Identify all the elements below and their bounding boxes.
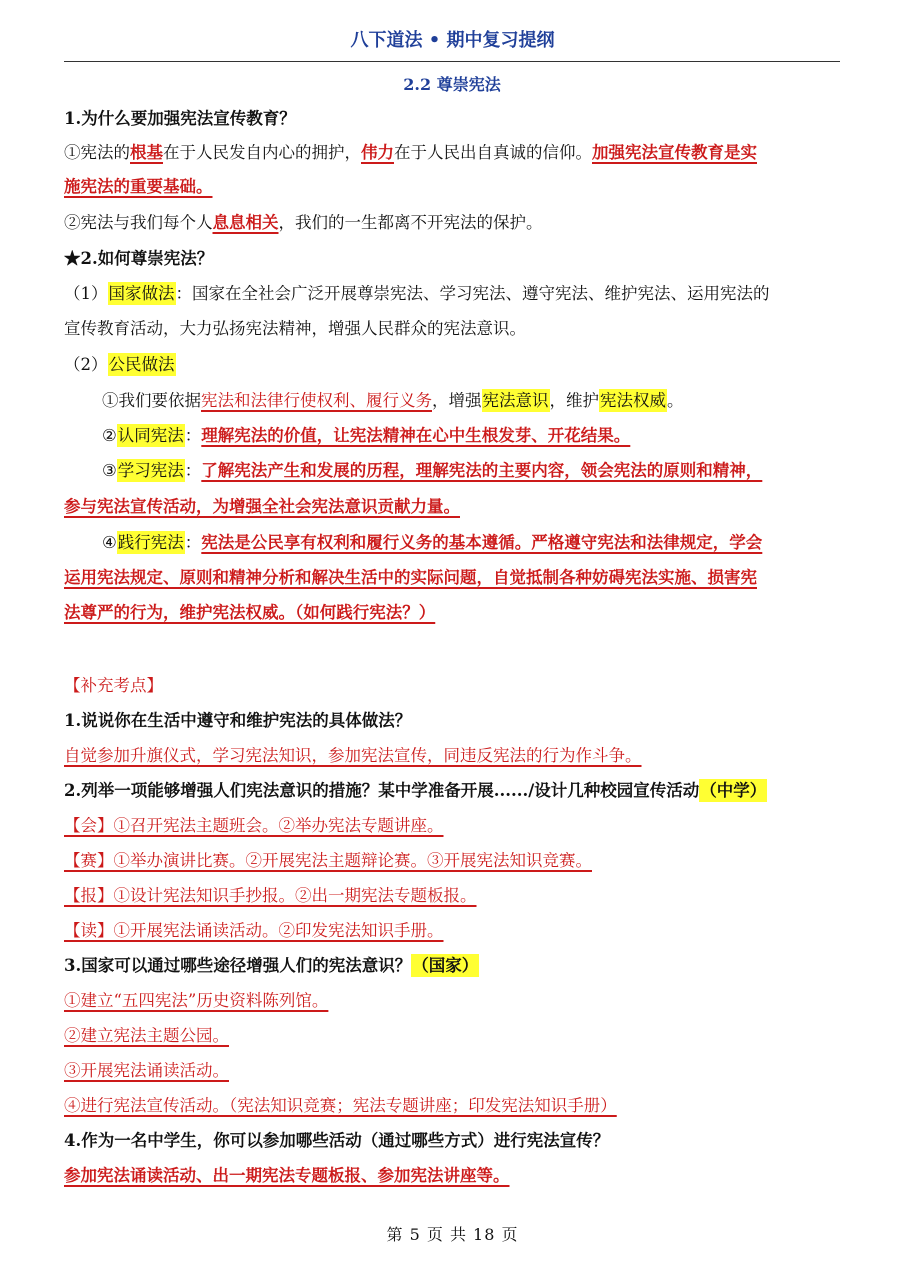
section-title: 2.2 尊崇宪法 bbox=[403, 75, 501, 94]
key-sentence: 运用宪法规定、原则和精神分析和解决生活中的实际问题，自觉抵制各种妨碍宪法实施、损害宪 bbox=[64, 568, 757, 587]
text: （2） bbox=[64, 355, 108, 374]
text: 。 bbox=[667, 391, 684, 410]
text: ，我们的一生都离不开宪法的保护。 bbox=[278, 213, 543, 232]
answer-text: 【读】①开展宪法诵读活动。②印发宪法知识手册。 bbox=[64, 921, 444, 940]
s2-answer-3 bbox=[64, 878, 840, 913]
q2-title: ★2.如何尊崇宪法？ bbox=[64, 249, 214, 268]
q1-para2 bbox=[64, 204, 840, 241]
text: ② bbox=[102, 426, 117, 445]
keyword-power: 伟力 bbox=[361, 143, 394, 162]
highlight-national: 国家做法 bbox=[108, 284, 175, 303]
answer-text: 【赛】①举办演讲比赛。②开展宪法主题辩论赛。③开展宪法知识竞赛。 bbox=[64, 851, 592, 870]
text: ： bbox=[184, 426, 202, 445]
q2-n2-item1 bbox=[64, 383, 840, 418]
highlight-identify: 认同宪法 bbox=[117, 426, 184, 445]
s3-question bbox=[64, 948, 840, 983]
text: ④ bbox=[102, 533, 117, 552]
s2-question bbox=[64, 773, 840, 808]
highlight-authority: 宪法权威 bbox=[600, 391, 666, 410]
answer-text: 【报】①设计宪法知识手抄报。②出一期宪法专题板报。 bbox=[64, 886, 477, 905]
q2-n2-item3-line1 bbox=[64, 453, 840, 488]
s2-answer-2 bbox=[64, 843, 840, 878]
spacer bbox=[64, 630, 840, 668]
text: ③ bbox=[102, 461, 117, 480]
s1-question: 1.说说你在生活中遵守和维护宪法的具体做法？ bbox=[64, 711, 412, 730]
s3-answer-1 bbox=[64, 983, 840, 1018]
highlight-tag-national: （国家） bbox=[412, 956, 479, 975]
s1-answer bbox=[64, 738, 840, 773]
q2-n2-item4-line1 bbox=[64, 525, 840, 560]
text: ①宪法的 bbox=[64, 143, 130, 162]
answer-text: 自觉参加升旗仪式，学习宪法知识，参加宪法宣传，同违反宪法的行为作斗争。 bbox=[64, 746, 642, 765]
q2-n2-item2 bbox=[64, 418, 840, 453]
key-sentence: 宪法是公民享有权利和履行义务的基本遵循。严格遵守宪法和法律规定，学会 bbox=[201, 533, 763, 552]
highlight-practice: 践行宪法 bbox=[117, 533, 184, 552]
text: ： bbox=[184, 461, 202, 480]
key-sentence: 加强宪法宣传教育是实 bbox=[592, 143, 757, 162]
highlight-learn: 学习宪法 bbox=[117, 461, 184, 480]
q2-n1-line1 bbox=[64, 276, 840, 311]
question-text: 3.国家可以通过哪些途径增强人们的宪法意识？ bbox=[64, 956, 412, 975]
text: 在于人民发自内心的拥护， bbox=[163, 143, 361, 162]
key-sentence: 法尊严的行为，维护宪法权威。（如何践行宪法？） bbox=[64, 603, 436, 622]
q1-title: 1.为什么要加强宪法宣传教育？ bbox=[64, 109, 296, 128]
key-phrase: 宪法和法律行使权利、履行义务 bbox=[201, 391, 432, 410]
q2-n2-item3-line2 bbox=[64, 488, 840, 525]
question-text: 2.列举一项能够增强人们宪法意识的措施？某中学准备开展....../设计几种校园宣传活动 bbox=[64, 781, 700, 800]
s3-answer-4 bbox=[64, 1088, 840, 1123]
q2-n2-heading bbox=[64, 346, 840, 383]
highlight-citizen: 公民做法 bbox=[108, 355, 175, 374]
key-sentence: 参与宪法宣传活动，为增强全社会宪法意识贡献力量。 bbox=[64, 497, 460, 516]
s4-answer bbox=[64, 1158, 840, 1193]
supplement-title: 【补充考点】 bbox=[64, 676, 163, 695]
q1-para1-line1 bbox=[64, 136, 840, 170]
text: ，增强 bbox=[432, 391, 482, 410]
text: ②宪法与我们每个人 bbox=[64, 213, 213, 232]
text: ：国家在全社会广泛开展尊崇宪法、学习宪法、遵守宪法、维护宪法、运用宪法的 bbox=[175, 284, 770, 303]
header-title: 八下道法 • 期中复习提纲 bbox=[350, 30, 555, 51]
s3-answer-2 bbox=[64, 1018, 840, 1053]
s2-answer-1 bbox=[64, 808, 840, 843]
q2-n2-item4-line3 bbox=[64, 595, 840, 630]
q2-n1-line2: 宣传教育活动，大力弘扬宪法精神，增强人民群众的宪法意识。 bbox=[64, 319, 526, 338]
key-sentence: 了解宪法产生和发展的历程，理解宪法的主要内容，领会宪法的原则和精神， bbox=[201, 461, 763, 480]
q2-n2-item4-line2 bbox=[64, 560, 840, 595]
answer-text: 参加宪法诵读活动、出一期宪法专题板报、参加宪法讲座等。 bbox=[64, 1166, 510, 1185]
highlight-tag-school: （中学） bbox=[700, 781, 767, 800]
key-sentence: 施宪法的重要基础。 bbox=[64, 177, 213, 196]
answer-text: ③开展宪法诵读活动。 bbox=[64, 1061, 229, 1080]
text: 在于人民出自真诚的信仰。 bbox=[394, 143, 592, 162]
key-sentence: 理解宪法的价值，让宪法精神在心中生根发芽、开花结果。 bbox=[201, 426, 631, 445]
s3-answer-3 bbox=[64, 1053, 840, 1088]
header-divider bbox=[64, 61, 840, 62]
q1-para1-line2 bbox=[64, 170, 840, 204]
answer-text: ②建立宪法主题公园。 bbox=[64, 1026, 229, 1045]
document-body bbox=[64, 68, 840, 1193]
text: ： bbox=[184, 533, 202, 552]
answer-text: ①建立“五四宪法”历史资料陈列馆。 bbox=[64, 991, 329, 1010]
text: （1） bbox=[64, 284, 108, 303]
keyword-root: 根基 bbox=[130, 143, 163, 162]
s2-answer-4 bbox=[64, 913, 840, 948]
answer-text: 【会】①召开宪法主题班会。②举办宪法专题讲座。 bbox=[64, 816, 444, 835]
keyword-related: 息息相关 bbox=[212, 213, 279, 232]
text: ①我们要依据 bbox=[102, 391, 201, 410]
highlight-awareness: 宪法意识 bbox=[482, 391, 549, 410]
answer-text: ④进行宪法宣传活动。（宪法知识竞赛；宪法专题讲座；印发宪法知识手册） bbox=[64, 1096, 617, 1115]
page-number: 第 5 页 共 18 页 bbox=[386, 1225, 519, 1244]
s4-question: 4.作为一名中学生，你可以参加哪些活动（通过哪些方式）进行宪法宣传？ bbox=[64, 1131, 610, 1150]
text: ，维护 bbox=[549, 391, 599, 410]
